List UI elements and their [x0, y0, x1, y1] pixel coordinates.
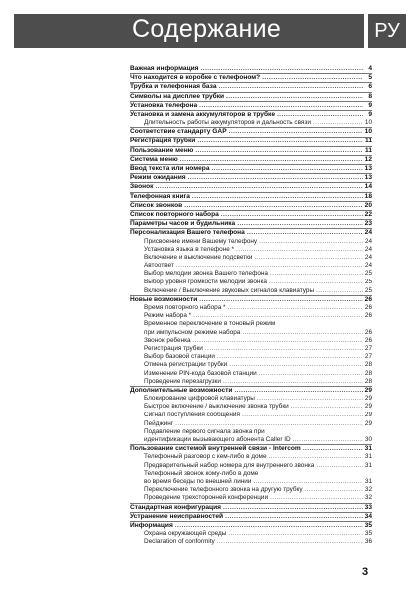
- toc-entry-page: 34: [364, 512, 372, 520]
- toc-entry-title: Выбор мелодии звонка Вашего телефона: [144, 270, 268, 278]
- toc-entry: [130, 92, 372, 101]
- toc-entry-page: 20: [364, 201, 372, 209]
- toc-entry: [130, 82, 372, 91]
- dot-leader: [217, 538, 363, 546]
- toc-entry-title: Параметры часов и будильника: [130, 220, 236, 228]
- toc-entry-page: 23: [364, 220, 372, 228]
- toc-entry-page: 31: [364, 445, 372, 453]
- toc-entry-page: 31: [364, 453, 372, 461]
- toc-entry-page: 4: [368, 65, 372, 72]
- header-bar: [14, 14, 364, 48]
- dot-leader: [217, 353, 363, 361]
- dot-leader: [175, 522, 363, 530]
- toc-entry-page: 6: [368, 83, 372, 91]
- dot-leader: [234, 387, 362, 395]
- toc-entry-page: 27: [364, 353, 372, 361]
- toc-entry-title: Временное переключение в тоновый режим: [144, 320, 276, 328]
- toc-entry-page: 33: [364, 503, 372, 511]
- toc-entry-title: Изменение PIN-кода базовой станции: [144, 369, 257, 377]
- dot-leader: [270, 270, 363, 278]
- toc-subentry: [130, 538, 372, 546]
- toc-entry: [130, 155, 372, 164]
- toc-subentry: [130, 246, 372, 254]
- toc-entry-title: Переключение телефонного звонка на другую трубку: [144, 486, 303, 494]
- toc-entry: [130, 73, 372, 82]
- toc-subentry: [130, 287, 372, 295]
- toc-entry: [130, 444, 372, 453]
- toc-entry-page: 32: [364, 486, 372, 494]
- toc-subentry: [130, 312, 372, 320]
- toc-entry-title: Соответствие стандарту GAP: [130, 128, 227, 136]
- toc-entry-page: 22: [364, 210, 372, 218]
- toc-entry-page: 26: [364, 312, 372, 320]
- dot-leader: [305, 486, 363, 494]
- toc-entry-page: 10: [364, 119, 372, 127]
- dot-leader: [221, 211, 363, 219]
- toc-entry-page: 27: [364, 345, 372, 352]
- toc-entry-title: Пейджинг: [144, 419, 174, 427]
- toc-entry-title: Регистрация трубки: [130, 137, 196, 145]
- dot-leader: [229, 361, 363, 369]
- toc-subentry: [130, 478, 372, 486]
- toc-entry-title: Устранение неисправностей: [130, 512, 224, 520]
- toc-entry-title: Выбор уровня громкости мелодии звонка: [144, 278, 267, 286]
- toc-entry: [130, 503, 372, 512]
- dot-leader: [269, 279, 363, 287]
- toc-entry-page: 18: [364, 192, 372, 200]
- toc-entry-title: Список повторного набора: [130, 210, 219, 218]
- dot-leader: [219, 83, 363, 91]
- toc-subentry: [130, 238, 372, 246]
- toc-entry-page: 36: [364, 538, 372, 546]
- toc-subentry: [130, 279, 372, 287]
- toc-entry-title: при импульсном режиме набора: [144, 328, 241, 336]
- toc-entry-title: Длительность работы аккумуляторов и дальность связи: [144, 119, 311, 127]
- toc-entry-title: Охрана окружающей среды: [144, 530, 227, 538]
- dot-leader: [291, 403, 363, 411]
- page-title: Содержание: [132, 15, 282, 43]
- toc-entry-page: 24: [364, 237, 372, 245]
- toc-entry-page: 29: [364, 419, 372, 427]
- toc-entry-page: 28: [364, 377, 372, 385]
- page-number: 3: [362, 566, 369, 578]
- toc-subentry: [130, 453, 372, 461]
- toc-entry: [130, 386, 372, 395]
- toc-entry-title: Новые возможности: [130, 295, 198, 303]
- dot-leader: [259, 238, 363, 246]
- toc-entry: [130, 110, 372, 119]
- dot-leader: [226, 93, 363, 101]
- toc-entry-title: Дополнительные возможности: [130, 386, 233, 394]
- dot-leader: [223, 378, 363, 386]
- toc-entry: [130, 521, 372, 530]
- toc-entry: [130, 127, 372, 136]
- toc-entry-page: 29: [364, 395, 372, 403]
- dot-leader: [197, 137, 363, 145]
- dot-leader: [228, 530, 363, 538]
- toc-entry-title: Присвоение имени Вашему телефону: [144, 237, 258, 245]
- dot-leader: [193, 312, 363, 320]
- toc-entry-title: Звонок ребенка: [144, 336, 191, 344]
- dot-leader: [277, 111, 363, 119]
- toc-entry-title: Выбор базовой станции: [144, 353, 215, 361]
- dot-leader: [270, 494, 363, 502]
- toc-entry-title: Установка и замена аккумуляторов в трубке: [130, 110, 276, 118]
- toc-entry-page: 10: [364, 128, 372, 136]
- toc-entry-title: Установка языка в телефоне *: [144, 245, 235, 253]
- table-of-contents: [130, 65, 372, 547]
- toc-entry-title: Телефонный разговор с кем-либо в доме: [144, 453, 267, 461]
- toc-entry-page: 13: [364, 174, 372, 182]
- dot-leader: [175, 420, 363, 428]
- dot-leader: [176, 262, 363, 270]
- toc-entry-title: Быстрое включение / выключение звонка трубки: [144, 403, 289, 411]
- toc-entry-title: Телефонная книга: [130, 192, 190, 200]
- toc-entry-page: 26: [364, 328, 372, 336]
- dot-leader: [247, 229, 363, 237]
- toc-subentry: [130, 420, 372, 428]
- toc-subentry: [130, 119, 372, 127]
- toc-entry-page: 24: [364, 262, 372, 270]
- toc-entry-page: 9: [368, 101, 372, 109]
- toc-entry-page: 11: [365, 146, 372, 154]
- toc-entry-title: Система меню: [130, 155, 178, 163]
- dot-leader: [253, 478, 362, 486]
- dot-leader: [237, 220, 362, 228]
- toc-entry-title: Включение и выключение подсветки: [144, 253, 253, 261]
- toc-entry-title: Режим ожидания: [130, 174, 186, 182]
- dot-leader: [225, 513, 363, 521]
- toc-subentry: [130, 470, 372, 478]
- toc-subentry: [130, 494, 372, 502]
- toc-subentry: [130, 345, 372, 353]
- toc-entry-title: Пользование меню: [130, 146, 194, 154]
- dot-leader: [199, 102, 363, 110]
- toc-entry-title: Что находится в коробке с телефоном?: [130, 74, 261, 82]
- toc-entry-title: Блокирование цифровой клавиатуры: [144, 395, 255, 403]
- toc-subentry: [130, 337, 372, 345]
- toc-entry-page: 14: [364, 183, 372, 191]
- toc-subentry: [130, 395, 372, 403]
- toc-entry-page: 35: [364, 521, 372, 529]
- toc-entry: [130, 65, 372, 73]
- toc-subentry: [130, 428, 372, 436]
- toc-entry-title: Время повторного набора *: [144, 304, 226, 312]
- toc-subentry: [130, 462, 372, 470]
- toc-entry: [130, 146, 372, 155]
- dot-leader: [229, 128, 363, 136]
- dot-leader: [228, 304, 363, 312]
- toc-entry-title: Проведение перезагрузки: [144, 377, 221, 385]
- toc-entry-title: Пользование системой внутренней связи - Intercom: [130, 445, 301, 453]
- dot-leader: [180, 156, 363, 164]
- toc-entry: [130, 182, 372, 191]
- dot-leader: [195, 147, 363, 155]
- dot-leader: [205, 345, 363, 353]
- toc-entry-title: Declaration of conformity: [144, 538, 215, 546]
- toc-entry-page: 13: [364, 165, 372, 173]
- dot-leader: [184, 202, 362, 210]
- toc-entry-title: Проведение трехсторонней конференции: [144, 494, 269, 502]
- toc-entry-page: 28: [364, 369, 372, 377]
- toc-entry-page: 25: [364, 286, 372, 294]
- toc-subentry: [130, 403, 372, 411]
- toc-entry-title: Звонок: [130, 183, 154, 191]
- dot-leader: [211, 165, 362, 173]
- toc-entry-page: 25: [364, 270, 372, 278]
- toc-entry-title: во время беседы по внешней линии: [144, 478, 252, 485]
- toc-entry: [130, 219, 372, 228]
- dot-leader: [259, 370, 363, 378]
- dot-leader: [155, 183, 362, 191]
- toc-entry-page: 26: [364, 295, 372, 303]
- toc-entry: [130, 210, 372, 219]
- toc-entry-title: Важная информация: [130, 65, 199, 72]
- toc-entry-page: 29: [364, 386, 372, 394]
- toc-entry-page: 25: [364, 278, 372, 286]
- toc-entry-title: Режим набора *: [144, 312, 192, 320]
- toc-entry-page: 29: [364, 411, 372, 419]
- toc-subentry: [130, 262, 372, 270]
- toc-entry-title: Персонализация Вашего телефона: [130, 229, 245, 237]
- toc-entry-title: Подавление первого сигнала звонка при: [144, 427, 265, 435]
- toc-entry-page: 9: [368, 110, 372, 118]
- toc-entry: [130, 192, 372, 201]
- toc-entry-page: 8: [368, 92, 372, 100]
- toc-entry-title: Ввод текста или номера: [130, 165, 210, 173]
- toc-entry: [130, 512, 372, 521]
- dot-leader: [316, 462, 363, 470]
- toc-entry-title: Телефонный звонок кому-либо в доме: [144, 469, 259, 477]
- dot-leader: [313, 119, 363, 127]
- dot-leader: [254, 254, 362, 262]
- toc-entry: [130, 173, 372, 182]
- toc-entry-title: Информация: [130, 521, 173, 529]
- language-tab: РУ: [368, 14, 406, 48]
- dot-leader: [316, 287, 363, 295]
- toc-subentry: [130, 270, 372, 278]
- toc-entry: [130, 295, 372, 304]
- toc-entry: [130, 101, 372, 110]
- toc-entry-title: Включение / Выключение звуковых сигналов клавиатуры: [144, 286, 315, 294]
- dot-leader: [262, 74, 363, 82]
- toc-entry-page: 11: [365, 137, 372, 145]
- toc-entry-page: 5: [368, 74, 372, 82]
- toc-entry-title: Список звонков: [130, 201, 183, 209]
- toc-entry-title: Сигнал поступления сообщения: [144, 411, 240, 419]
- dot-leader: [193, 337, 363, 345]
- toc-entry: [130, 228, 372, 237]
- dot-leader: [303, 445, 363, 453]
- dot-leader: [242, 329, 363, 337]
- toc-subentry: [130, 304, 372, 312]
- toc-entry-page: 31: [364, 478, 372, 485]
- toc-entry-page: 29: [364, 403, 372, 411]
- toc-subentry: [130, 412, 372, 420]
- toc-entry-title: Автоответ: [144, 262, 174, 270]
- toc-entry-page: 26: [364, 304, 372, 312]
- toc-entry-page: 28: [364, 361, 372, 369]
- toc-entry-title: Отмена регистрации трубки: [144, 361, 228, 369]
- toc-subentry: [130, 436, 372, 444]
- toc-subentry: [130, 361, 372, 369]
- toc-subentry: [130, 353, 372, 361]
- toc-entry-page: 30: [364, 436, 372, 444]
- dot-leader: [242, 412, 363, 420]
- dot-leader: [192, 193, 363, 201]
- toc-entry-title: Установка телефона: [130, 101, 198, 109]
- toc-subentry: [130, 370, 372, 378]
- toc-entry-title: идентификации вызывающего абонента Caller ID: [144, 436, 291, 444]
- toc-entry-title: Стандартная конфигурация: [130, 503, 222, 511]
- toc-entry-page: 24: [364, 245, 372, 253]
- toc-entry: [130, 201, 372, 210]
- toc-entry-title: Трубка и телефонная база: [130, 83, 217, 91]
- toc-subentry: [130, 254, 372, 262]
- toc-subentry: [130, 378, 372, 386]
- toc-entry-page: 32: [364, 494, 372, 502]
- toc-entry-page: 35: [364, 530, 372, 538]
- toc-entry: [130, 137, 372, 146]
- dot-leader: [188, 174, 363, 182]
- toc-entry-page: 24: [364, 229, 372, 237]
- dot-leader: [257, 395, 363, 403]
- dot-leader: [269, 453, 363, 461]
- toc-entry-page: 31: [364, 461, 372, 469]
- dot-leader: [199, 296, 362, 304]
- toc-entry-page: 26: [364, 336, 372, 344]
- toc-entry-title: Символы на дисплее трубки: [130, 92, 225, 100]
- toc-entry-page: 12: [364, 155, 372, 163]
- dot-leader: [293, 436, 363, 444]
- dot-leader: [236, 246, 363, 254]
- dot-leader: [223, 504, 363, 512]
- toc-entry-title: Регистрация трубки: [144, 345, 203, 352]
- toc-entry-page: 24: [364, 253, 372, 261]
- toc-subentry: [130, 530, 372, 538]
- dot-leader: [201, 65, 363, 73]
- toc-entry: [130, 164, 372, 173]
- toc-subentry: [130, 329, 372, 337]
- toc-subentry: [130, 486, 372, 494]
- toc-entry-title: Предварительный набор номера для внутреннего звонка: [144, 461, 315, 469]
- toc-subentry: [130, 320, 372, 328]
